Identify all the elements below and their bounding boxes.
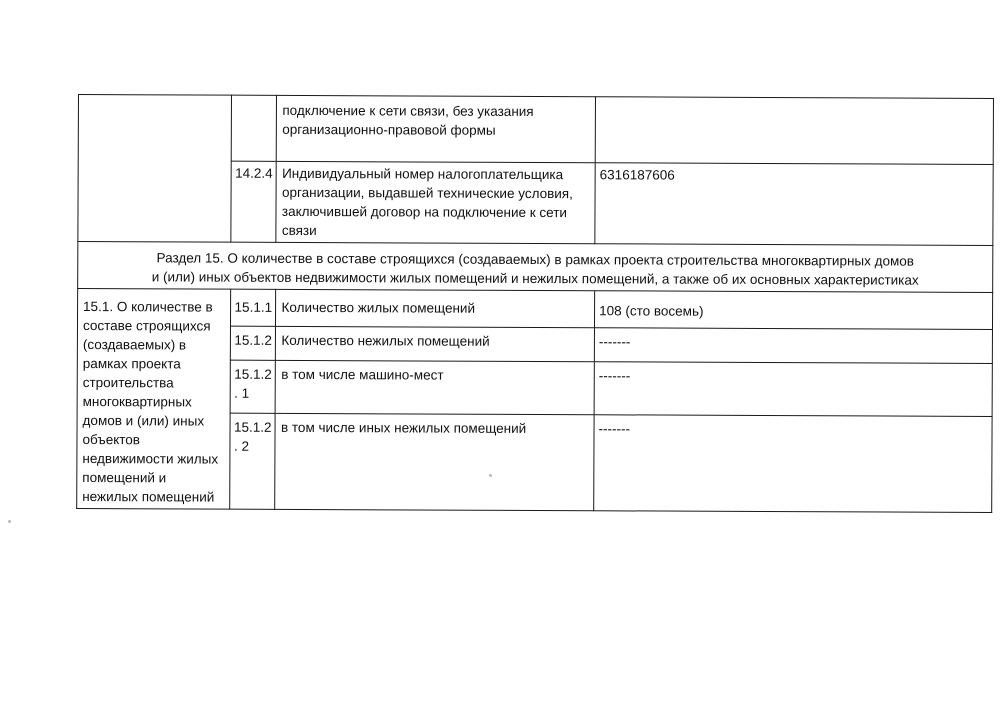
- row-label: в том числе иных нежилых помещений: [275, 413, 594, 511]
- row-value: [595, 97, 993, 165]
- row-code: [231, 95, 277, 161]
- row-label: подключение к сети связи, без указания организационно-правовой формы: [277, 95, 596, 162]
- row-code: 15.1.2. 1: [230, 360, 276, 413]
- row-code: 15.1.2: [230, 326, 276, 361]
- row-value: 6316187606: [595, 163, 993, 246]
- scan-speck: [489, 474, 492, 477]
- section-heading-line2: и (или) иных объектов недвижимости жилых помещений и нежилых помещений, а также об их основных характеристиках: [151, 269, 919, 288]
- row-label: Количество нежилых помещений: [276, 326, 595, 362]
- empty-group-cell: [78, 95, 231, 243]
- row-label: Индивидуальный номер налогоплательщика организации, выдавшей технические условия, заключившей договор на подключение к сети связи: [276, 161, 595, 243]
- row-code: 14.2.4: [230, 161, 276, 242]
- row-value: 108 (сто восемь): [595, 291, 993, 329]
- row-value: -------: [594, 362, 992, 416]
- section-heading-row: [78, 242, 993, 293]
- row-code: 15.1.2. 2: [229, 413, 275, 509]
- declaration-table-wrapper: [76, 94, 994, 513]
- row-code: 15.1.1: [230, 289, 276, 326]
- table-row: [77, 289, 992, 330]
- row-value: -------: [594, 414, 992, 512]
- section-heading-line1: Раздел 15. О количестве в составе строящихся (создаваемых) в рамках проекта строительства многоквартирных домов: [156, 250, 915, 269]
- section-heading: [78, 242, 993, 293]
- row-value: -------: [594, 327, 992, 363]
- declaration-table: [76, 94, 994, 513]
- row-label: Количество жилых помещений: [276, 289, 595, 327]
- scan-speck: [8, 520, 11, 523]
- table-row: [78, 95, 993, 165]
- row-label: в том числе машино-мест: [276, 360, 595, 414]
- group-label: 15.1. О количестве в составе строящихся (создаваемых) в рамках проекта строительства многоквартирных домов и (или) иных объектов недвижимости жилых помещений и нежилых помещений: [77, 289, 230, 510]
